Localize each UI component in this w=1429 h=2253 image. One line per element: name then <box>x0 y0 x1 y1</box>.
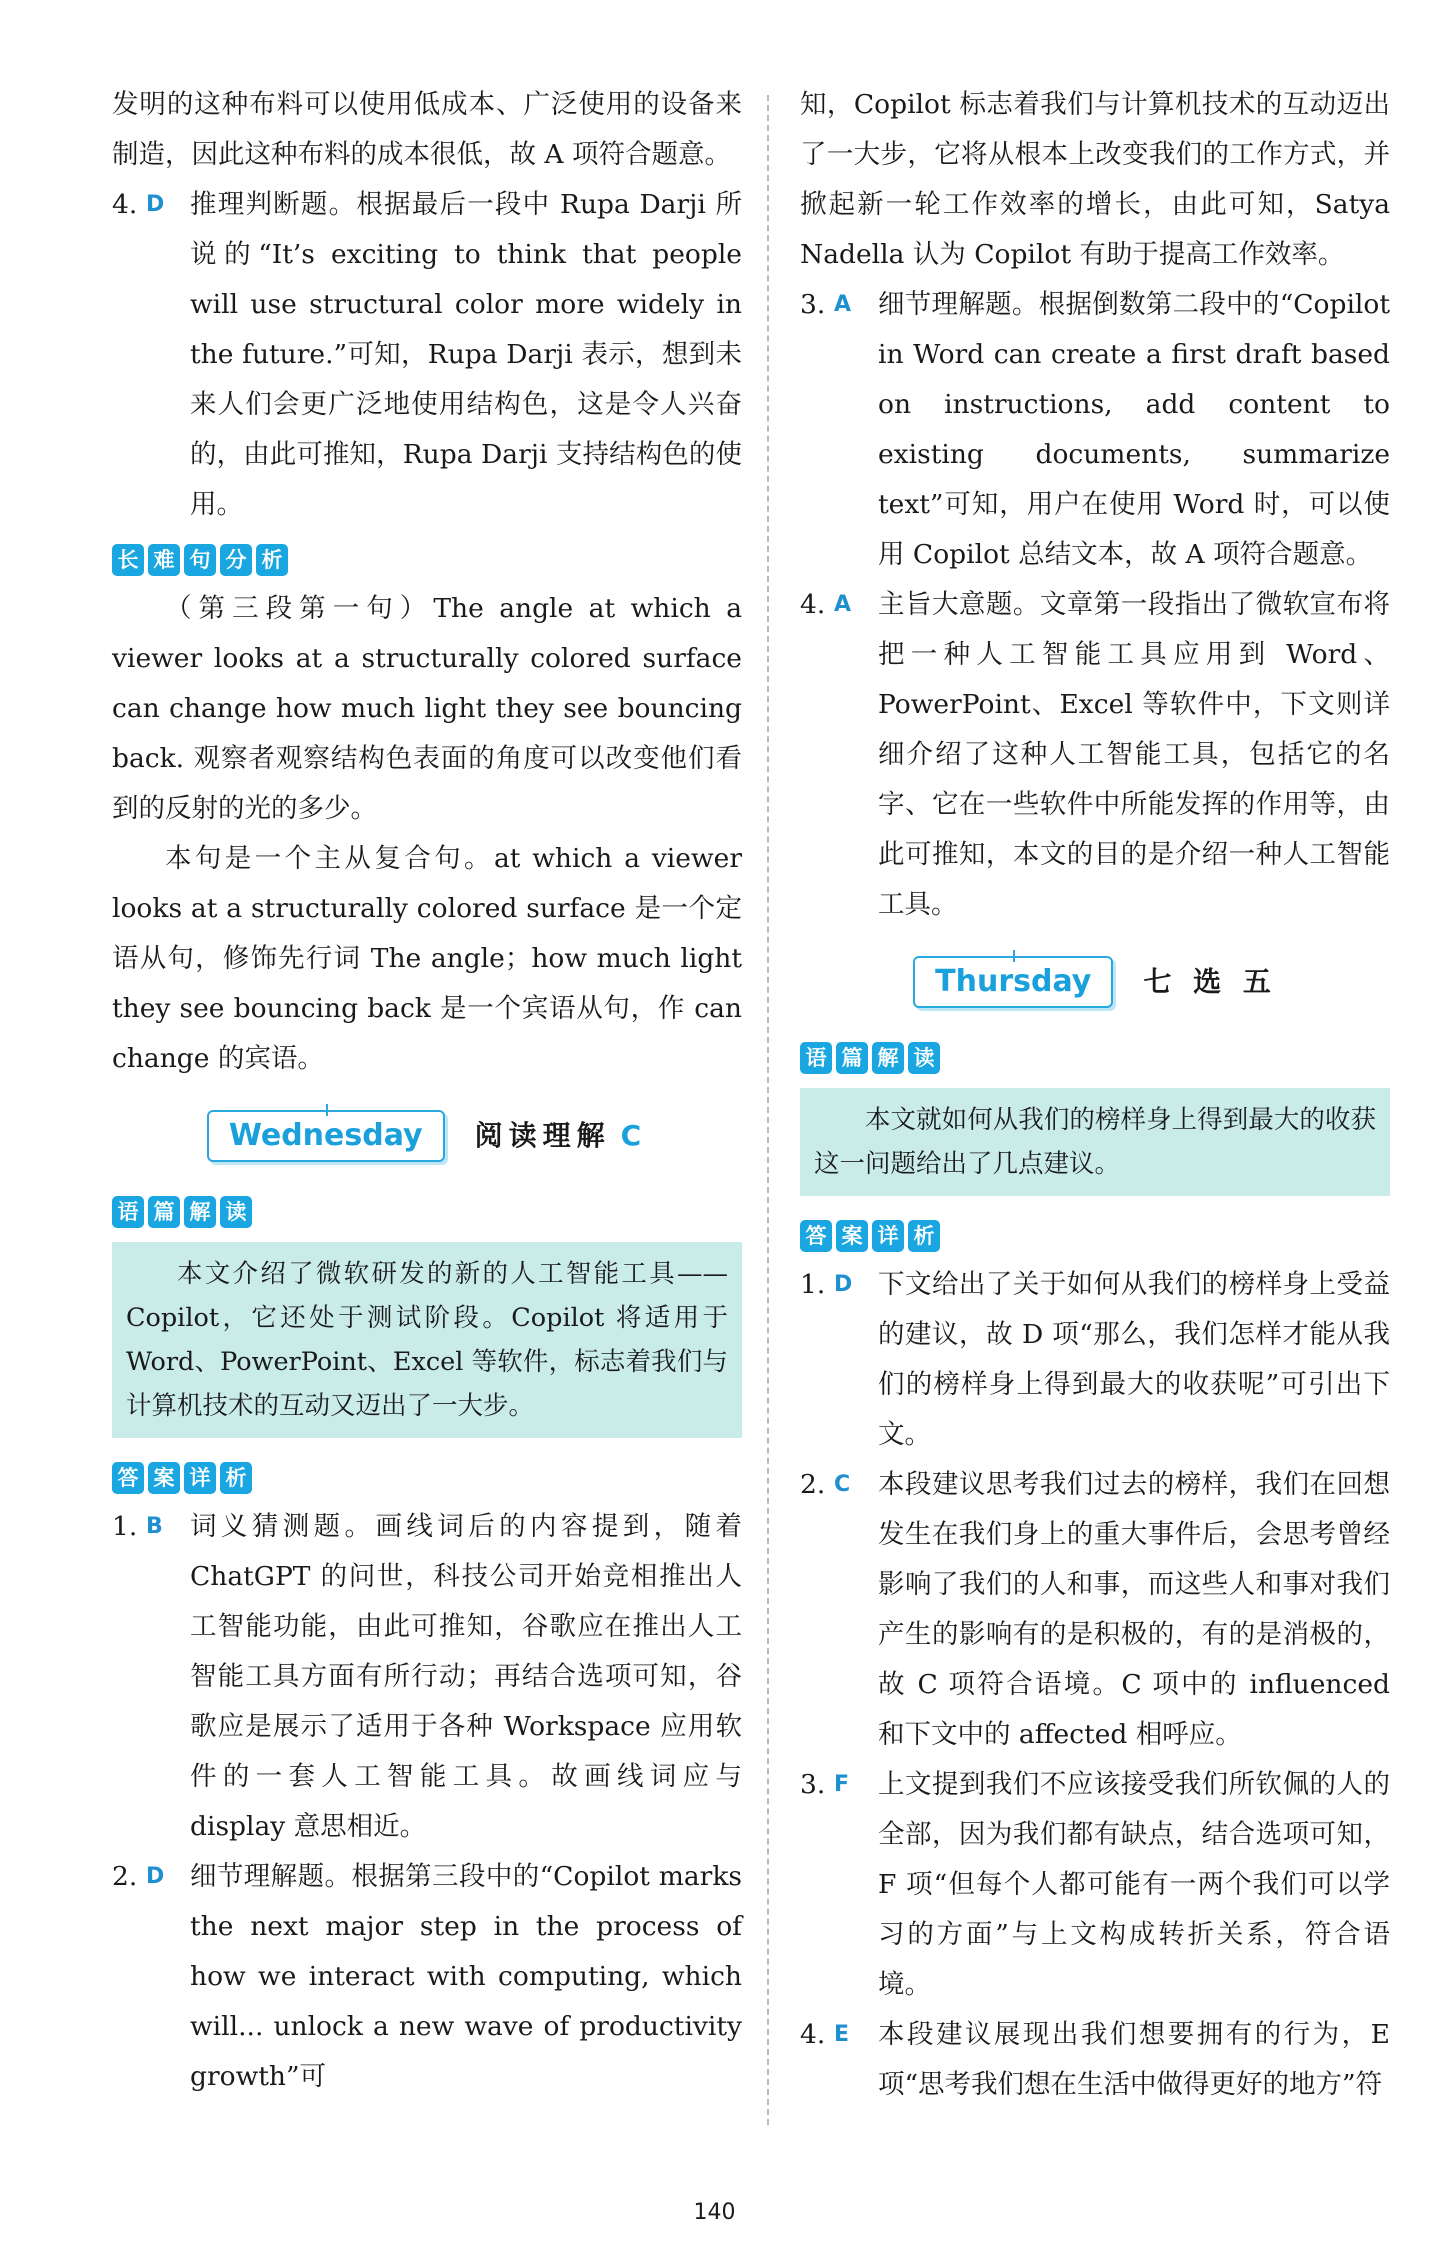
answer-item-1 <box>800 1260 1390 1460</box>
day-section-title: 七 选 五 <box>1143 965 1277 998</box>
answer-letter: E <box>834 2022 850 2047</box>
column-divider <box>767 95 769 2125</box>
item-number: 2. <box>112 1861 138 1892</box>
item-number: 2. <box>800 1469 826 1500</box>
answer-letter: F <box>834 1772 850 1797</box>
right-column <box>800 80 1390 2110</box>
answer-item-3 <box>800 1760 1390 2010</box>
answer-letter: C <box>834 1472 851 1497</box>
answer-item-3 <box>800 280 1390 580</box>
passage-summary: 本文介绍了微软研发的新的人工智能工具——Copilot，它还处于测试阶段。Copilot 将适用于 Word、PowerPoint、Excel 等软件，标志着我们与计算机技术的互动又迈出了一大步。 <box>112 1242 742 1438</box>
passage-letter: C <box>620 1119 648 1152</box>
item-explanation: 推理判断题。根据最后一段中 Rupa Darji 所说的“It’s exciting to think that people will use structural color more widely in the future.”可知，Rupa Darji 表示，想到未来人们会更广泛地使用结构色，这是令人兴奋的，由此可推知，Rupa Darji 支持结构色的使用。 <box>190 189 742 520</box>
answer-letter: A <box>834 292 852 317</box>
answer-letter: A <box>834 592 852 617</box>
day-badge: Wednesday <box>207 1110 445 1162</box>
item-explanation: 细节理解题。根据第三段中的“Copilot marks the next major step in the process of how we interact with computing, which will... unlock a new wave of productivity growth”可 <box>190 1861 742 2092</box>
answer-letter: D <box>146 192 165 217</box>
item-explanation: 细节理解题。根据倒数第二段中的“Copilot in Word can create a first draft based on instructions, add content to existing documents, summarize text”可知，用户在使用 Word 时，可以使用 Copilot 总结文本，故 A 项符合题意。 <box>878 289 1390 570</box>
section-tag-long-sentence: 长 难 句 分 析 <box>112 544 288 576</box>
answer-item-4 <box>800 2010 1390 2110</box>
item-number: 1. <box>112 1511 138 1542</box>
continued-paragraph: 知，Copilot 标志着我们与计算机技术的互动迈出了一大步，它将从根本上改变我们的工作方式，并掀起新一轮工作效率的增长，由此可知，Satya Nadella 认为 Copilot 有助于提高工作效率。 <box>800 89 1390 270</box>
section-tag-answers: 答 案 详 析 <box>800 1220 940 1252</box>
answer-item-4 <box>112 180 742 530</box>
answer-item-1 <box>112 1502 742 1852</box>
day-badge: Thursday <box>913 956 1113 1008</box>
left-column <box>112 80 742 2102</box>
item-number: 4. <box>112 189 138 220</box>
day-section-title: 阅读理解 C <box>474 1119 648 1152</box>
long-sentence-text: （第三段第一句）The angle at which a viewer looks at a structurally colored surface can change how much light they see bouncing back. 观察者观察结构色表面的角度可以改变他们看到的反射的光的多少。 <box>112 593 742 824</box>
day-header-wednesday <box>112 1110 742 1162</box>
page-number: 140 <box>693 2200 736 2225</box>
day-header-thursday <box>800 956 1390 1008</box>
answer-item-4 <box>800 580 1390 930</box>
passage-summary: 本文就如何从我们的榜样身上得到最大的收获这一问题给出了几点建议。 <box>800 1088 1390 1196</box>
item-number: 3. <box>800 1769 826 1800</box>
long-sentence-analysis: 本句是一个主从复合句。at which a viewer looks at a structurally colored surface 是一个定语从句，修饰先行词 The angle；how much light they see bouncing back 是一个宾语从句，作 can change 的宾语。 <box>112 843 742 1074</box>
section-tag-answers: 答 案 详 析 <box>112 1462 252 1494</box>
item-explanation: 词义猜测题。画线词后的内容提到，随着 ChatGPT 的问世，科技公司开始竞相推出人工智能功能，由此可推知，谷歌应在推出人工智能工具方面有所行动；再结合选项可知，谷歌应是展示了适用于各种 Workspace 应用软件的一套人工智能工具。故画线词应与 display 意思相近。 <box>190 1511 742 1842</box>
answer-letter: D <box>834 1272 853 1297</box>
item-number: 4. <box>800 2019 826 2050</box>
section-tag-reading: 语 篇 解 读 <box>112 1196 252 1228</box>
item-explanation: 本段建议思考我们过去的榜样，我们在回想发生在我们身上的重大事件后，会思考曾经影响了我们的人和事，而这些人和事对我们产生的影响有的是积极的，有的是消极的，故 C 项符合语境。C 项中的 influenced 和下文中的 affected 相呼应。 <box>878 1469 1390 1750</box>
section-tag-reading: 语 篇 解 读 <box>800 1042 940 1074</box>
item-explanation: 本段建议展现出我们想要拥有的行为，E 项“思考我们想在生活中做得更好的地方”符 <box>878 2019 1390 2100</box>
continued-paragraph: 发明的这种布料可以使用低成本、广泛使用的设备来制造，因此这种布料的成本很低，故 A 项符合题意。 <box>112 89 742 170</box>
item-number: 4. <box>800 589 826 620</box>
item-explanation: 上文提到我们不应该接受我们所钦佩的人的全部，因为我们都有缺点，结合选项可知，F 项“但每个人都可能有一两个我们可以学习的方面”与上文构成转折关系，符合语境。 <box>878 1769 1390 2000</box>
answer-item-2 <box>112 1852 742 2102</box>
answer-item-2 <box>800 1460 1390 1760</box>
item-explanation: 主旨大意题。文章第一段指出了微软宣布将把一种人工智能工具应用到 Word、PowerPoint、Excel 等软件中，下文则详细介绍了这种人工智能工具，包括它的名字、它在一些软件中所能发挥的作用等，由此可推知，本文的目的是介绍一种人工智能工具。 <box>878 589 1390 920</box>
item-explanation: 下文给出了关于如何从我们的榜样身上受益的建议，故 D 项“那么，我们怎样才能从我们的榜样身上得到最大的收获呢”可引出下文。 <box>878 1269 1390 1450</box>
answer-letter: D <box>146 1864 165 1889</box>
item-number: 3. <box>800 289 826 320</box>
item-number: 1. <box>800 1269 826 1300</box>
answer-letter: B <box>146 1514 163 1539</box>
